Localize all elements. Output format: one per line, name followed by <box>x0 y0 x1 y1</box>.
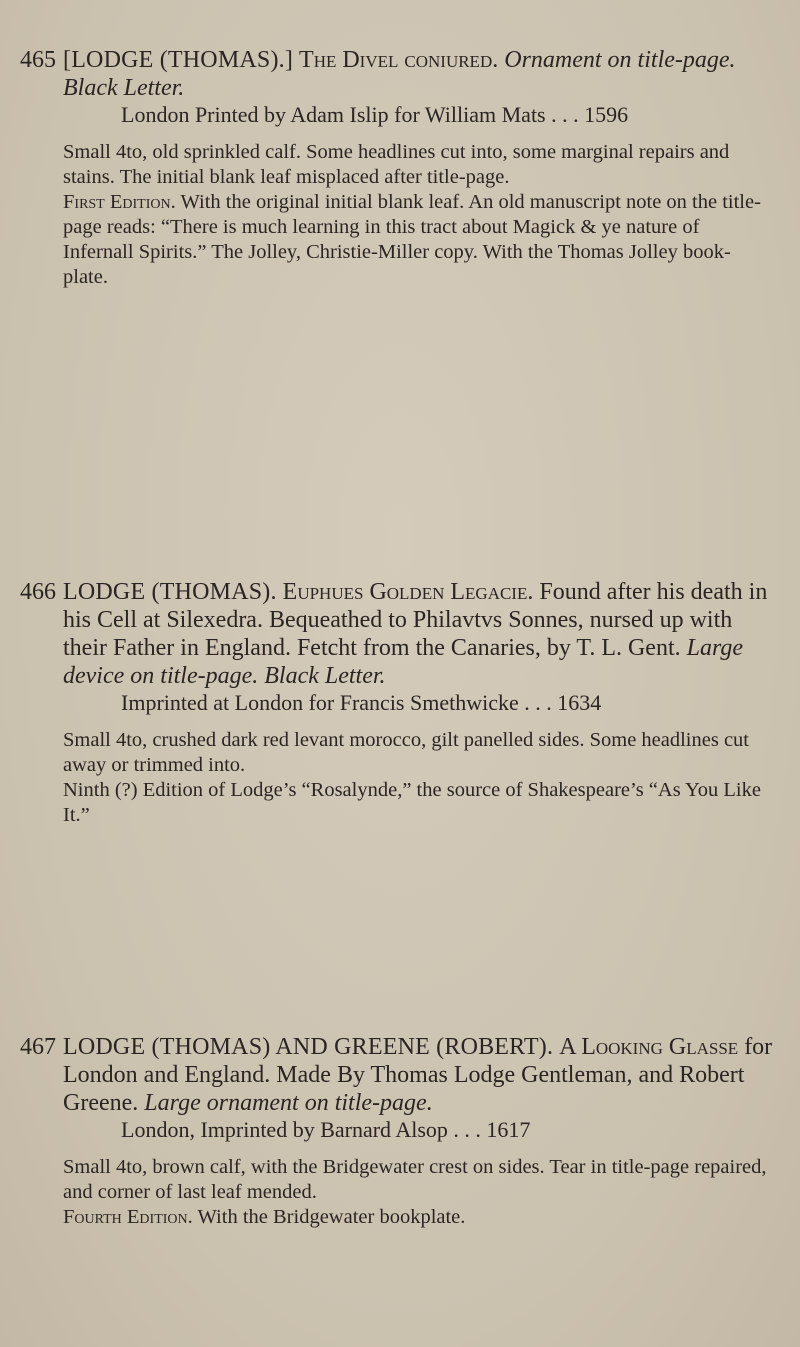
edition-text: Ninth (?) Edition of Lodge’s “Rosalynde,” the source of Shakespeare’s “As You Like It.” <box>63 779 761 826</box>
title-note: Large ornament on title-page. <box>144 1090 433 1116</box>
edition-text: With the Bridgewater bookplate. <box>197 1206 466 1228</box>
title-continuation: Found after his death in his Cell at Silexedra. Bequeathed to Philavtvs Sonnes, nursed up with their Father in England. Fetcht from the Canaries, by T. L. Gent. <box>63 579 768 661</box>
edition-note <box>63 190 774 290</box>
edition-label: Fourth Edition. <box>63 1206 193 1228</box>
physical-description: Small 4to, brown calf, with the Bridgewater crest on sides. Tear in title-page repaired, and corner of last leaf mended. <box>63 1156 767 1203</box>
edition-note <box>63 778 774 828</box>
book-title: Euphues Golden Legacie. <box>282 579 534 605</box>
author-heading: LODGE (THOMAS) AND GREENE (ROBERT). <box>63 1034 554 1060</box>
author-heading: LODGE (THOMAS). <box>63 579 277 605</box>
edition-text: With the original initial blank leaf. An old manuscript note on the title-page reads: “There is much learning in this tract about Magick & ye nature of Infernall Spirits.” The Jolley, Christie-Miller copy. With the Thomas Jolley book-plate. <box>63 191 761 288</box>
imprint: Imprinted at London for Francis Smethwicke . . . 1634 <box>121 690 602 715</box>
imprint-line <box>63 102 774 128</box>
lot-number: 467 <box>20 1034 56 1060</box>
entry-body <box>63 578 774 828</box>
entry-heading <box>63 1033 774 1117</box>
entry-heading <box>63 578 774 690</box>
lot-number: 466 <box>20 579 56 605</box>
physical-description: Small 4to, crushed dark red levant morocco, gilt panelled sides. Some headlines cut away or trimmed into. <box>63 729 749 776</box>
physical-description: Small 4to, old sprinkled calf. Some headlines cut into, some marginal repairs and stains. The initial blank leaf misplaced after title-page. <box>63 141 730 188</box>
imprint: London, Imprinted by Barnard Alsop . . . 1617 <box>121 1117 531 1142</box>
imprint-line <box>63 1117 774 1143</box>
book-title: A Looking Glasse <box>559 1034 739 1060</box>
entry-heading <box>63 46 774 102</box>
lot-number: 465 <box>20 47 56 73</box>
entry-body <box>63 46 774 290</box>
entry-body <box>63 1033 774 1230</box>
title-note: Ornament on title-page. Black Letter. <box>63 47 736 101</box>
author-heading: [LODGE (THOMAS).] <box>63 47 294 73</box>
title-continuation: for London and England. Made By Thomas Lodge Gentleman, and Robert Greene. <box>63 1034 773 1116</box>
title-note: Large device on title-page. Black Letter. <box>63 635 744 689</box>
edition-note <box>63 1205 774 1230</box>
imprint-line <box>63 690 774 716</box>
edition-label: First Edition. <box>63 191 176 213</box>
imprint: London Printed by Adam Islip for William Mats . . . 1596 <box>121 102 629 127</box>
book-title: The Divel coniured. <box>299 47 499 73</box>
